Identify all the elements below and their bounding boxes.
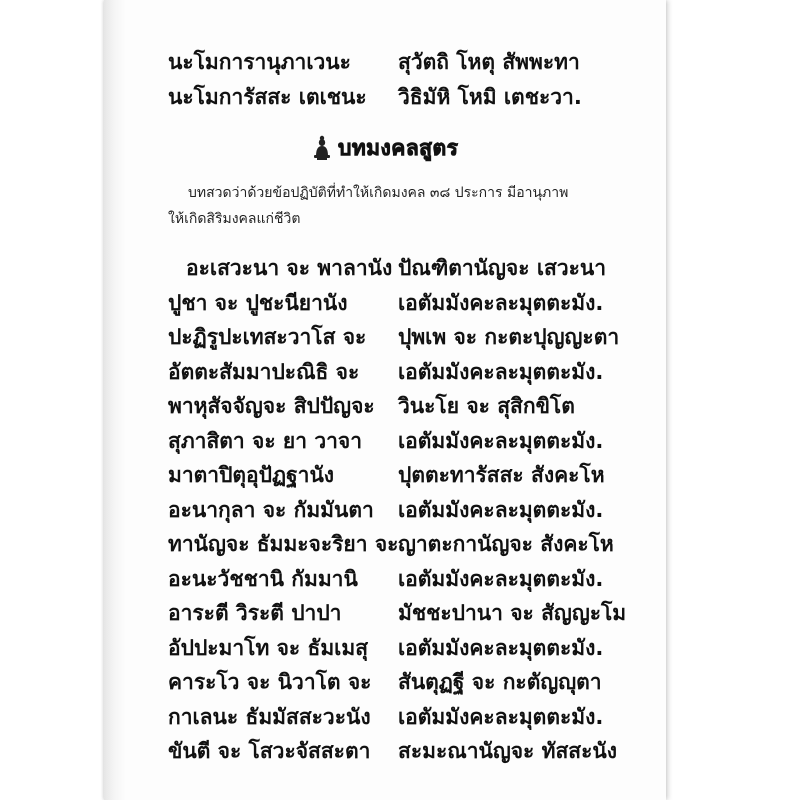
- verse-right: วินะโย จะ สุสิกขิโต: [398, 394, 575, 418]
- verse-right: ปัณฑิตานัญจะ เสวะนา: [398, 256, 607, 280]
- opening-verse-right: สุวัตถิ โหตุ สัพพะทา: [398, 50, 580, 74]
- verse-left: กาเลนะ ธัมมัสสะวะนัง: [168, 705, 371, 729]
- verse-row: [168, 638, 628, 662]
- verse-row: [168, 465, 628, 489]
- verse-left: อาระตี วิระตี ปาปา: [168, 601, 342, 625]
- verse-right: สะมะณานัญจะ ทัสสะนัง: [398, 739, 618, 763]
- section-heading: [312, 132, 458, 165]
- verse-row: [168, 672, 628, 696]
- opening-verse-row: [168, 87, 628, 111]
- verse-left: อะนะวัชชานิ กัมมานิ: [168, 567, 358, 591]
- opening-verse-left: นะโมการัสสะ เตเชนะ: [168, 85, 367, 109]
- verse-right: ปุตตะทารัสสะ สังคะโห: [398, 463, 605, 487]
- verse-left: มาตาปิตุอุปัฏฐานัง: [168, 463, 335, 487]
- verse-left: อะนากุลา จะ กัมมันตา: [168, 498, 374, 522]
- verse-left: ปูชา จะ ปูชะนียานัง: [168, 291, 348, 315]
- verse-row: [168, 741, 628, 765]
- verse-row: [168, 603, 628, 627]
- verse-row: [168, 431, 628, 455]
- verse-right: เอตัมมังคะละมุตตะมัง.: [398, 429, 604, 453]
- section-title: บทมงคลสูตร: [338, 136, 459, 160]
- verse-row: [168, 500, 628, 524]
- verse-left: สุภาสิตา จะ ยา วาจา: [168, 429, 362, 453]
- intro-line: บทสวดว่าด้วยข้อปฏิบัติที่ทำให้เกิดมงคล ๓๘ ประการ มีอานุภาพ: [188, 185, 569, 201]
- verse-row: [168, 293, 628, 317]
- verse-right: สันตุฏฐี จะ กะตัญญุตา: [398, 670, 602, 694]
- verse-right: เอตัมมังคะละมุตตะมัง.: [398, 705, 604, 729]
- verse-right: เอตัมมังคะละมุตตะมัง.: [398, 636, 604, 660]
- verse-left: คาระโว จะ นิวาโต จะ: [168, 670, 372, 694]
- verse-right: เอตัมมังคะละมุตตะมัง.: [398, 498, 604, 522]
- verse-left: อัตตะสัมมาปะณิธิ จะ: [168, 360, 360, 384]
- buddha-icon: [312, 134, 332, 164]
- verse-right: ญาตะกานัญจะ สังคะโห: [398, 532, 614, 556]
- verse-right: เอตัมมังคะละมุตตะมัง.: [398, 360, 604, 384]
- verse-row: [168, 569, 628, 593]
- opening-verse-right: วิธิมัหิ โหมิ เตชะวา.: [398, 85, 582, 109]
- intro-line: ให้เกิดสิริมงคลแก่ชีวิต: [168, 211, 301, 227]
- verse-row: [168, 707, 628, 731]
- verse-row: [186, 258, 646, 282]
- section-intro: [168, 180, 648, 232]
- verse-right: มัชชะปานา จะ สัญญะโม: [398, 601, 627, 625]
- verse-right: เอตัมมังคะละมุตตะมัง.: [398, 291, 604, 315]
- verse-left: อะเสวะนา จะ พาลานัง: [186, 256, 393, 280]
- verse-left: พาหุสัจจัญจะ สิปปัญจะ: [168, 394, 375, 418]
- verse-left: ขันตี จะ โสวะจัสสะตา: [168, 739, 371, 763]
- verse-row: [168, 534, 628, 558]
- opening-verse-row: [168, 52, 628, 76]
- verse-left: ปะฏิรูปะเทสะวาโส จะ: [168, 325, 367, 349]
- verse-row: [168, 362, 628, 386]
- verse-left: ทานัญจะ ธัมมะจะริยา จะ: [168, 532, 399, 556]
- verse-left: อัปปะมาโท จะ ธัมเมสุ: [168, 636, 369, 660]
- verse-right: ปุพเพ จะ กะตะปุญญะตา: [398, 325, 620, 349]
- verse-row: [168, 396, 628, 420]
- opening-verse-left: นะโมการานุภาเวนะ: [168, 50, 351, 74]
- verse-row: [168, 327, 628, 351]
- verse-right: เอตัมมังคะละมุตตะมัง.: [398, 567, 604, 591]
